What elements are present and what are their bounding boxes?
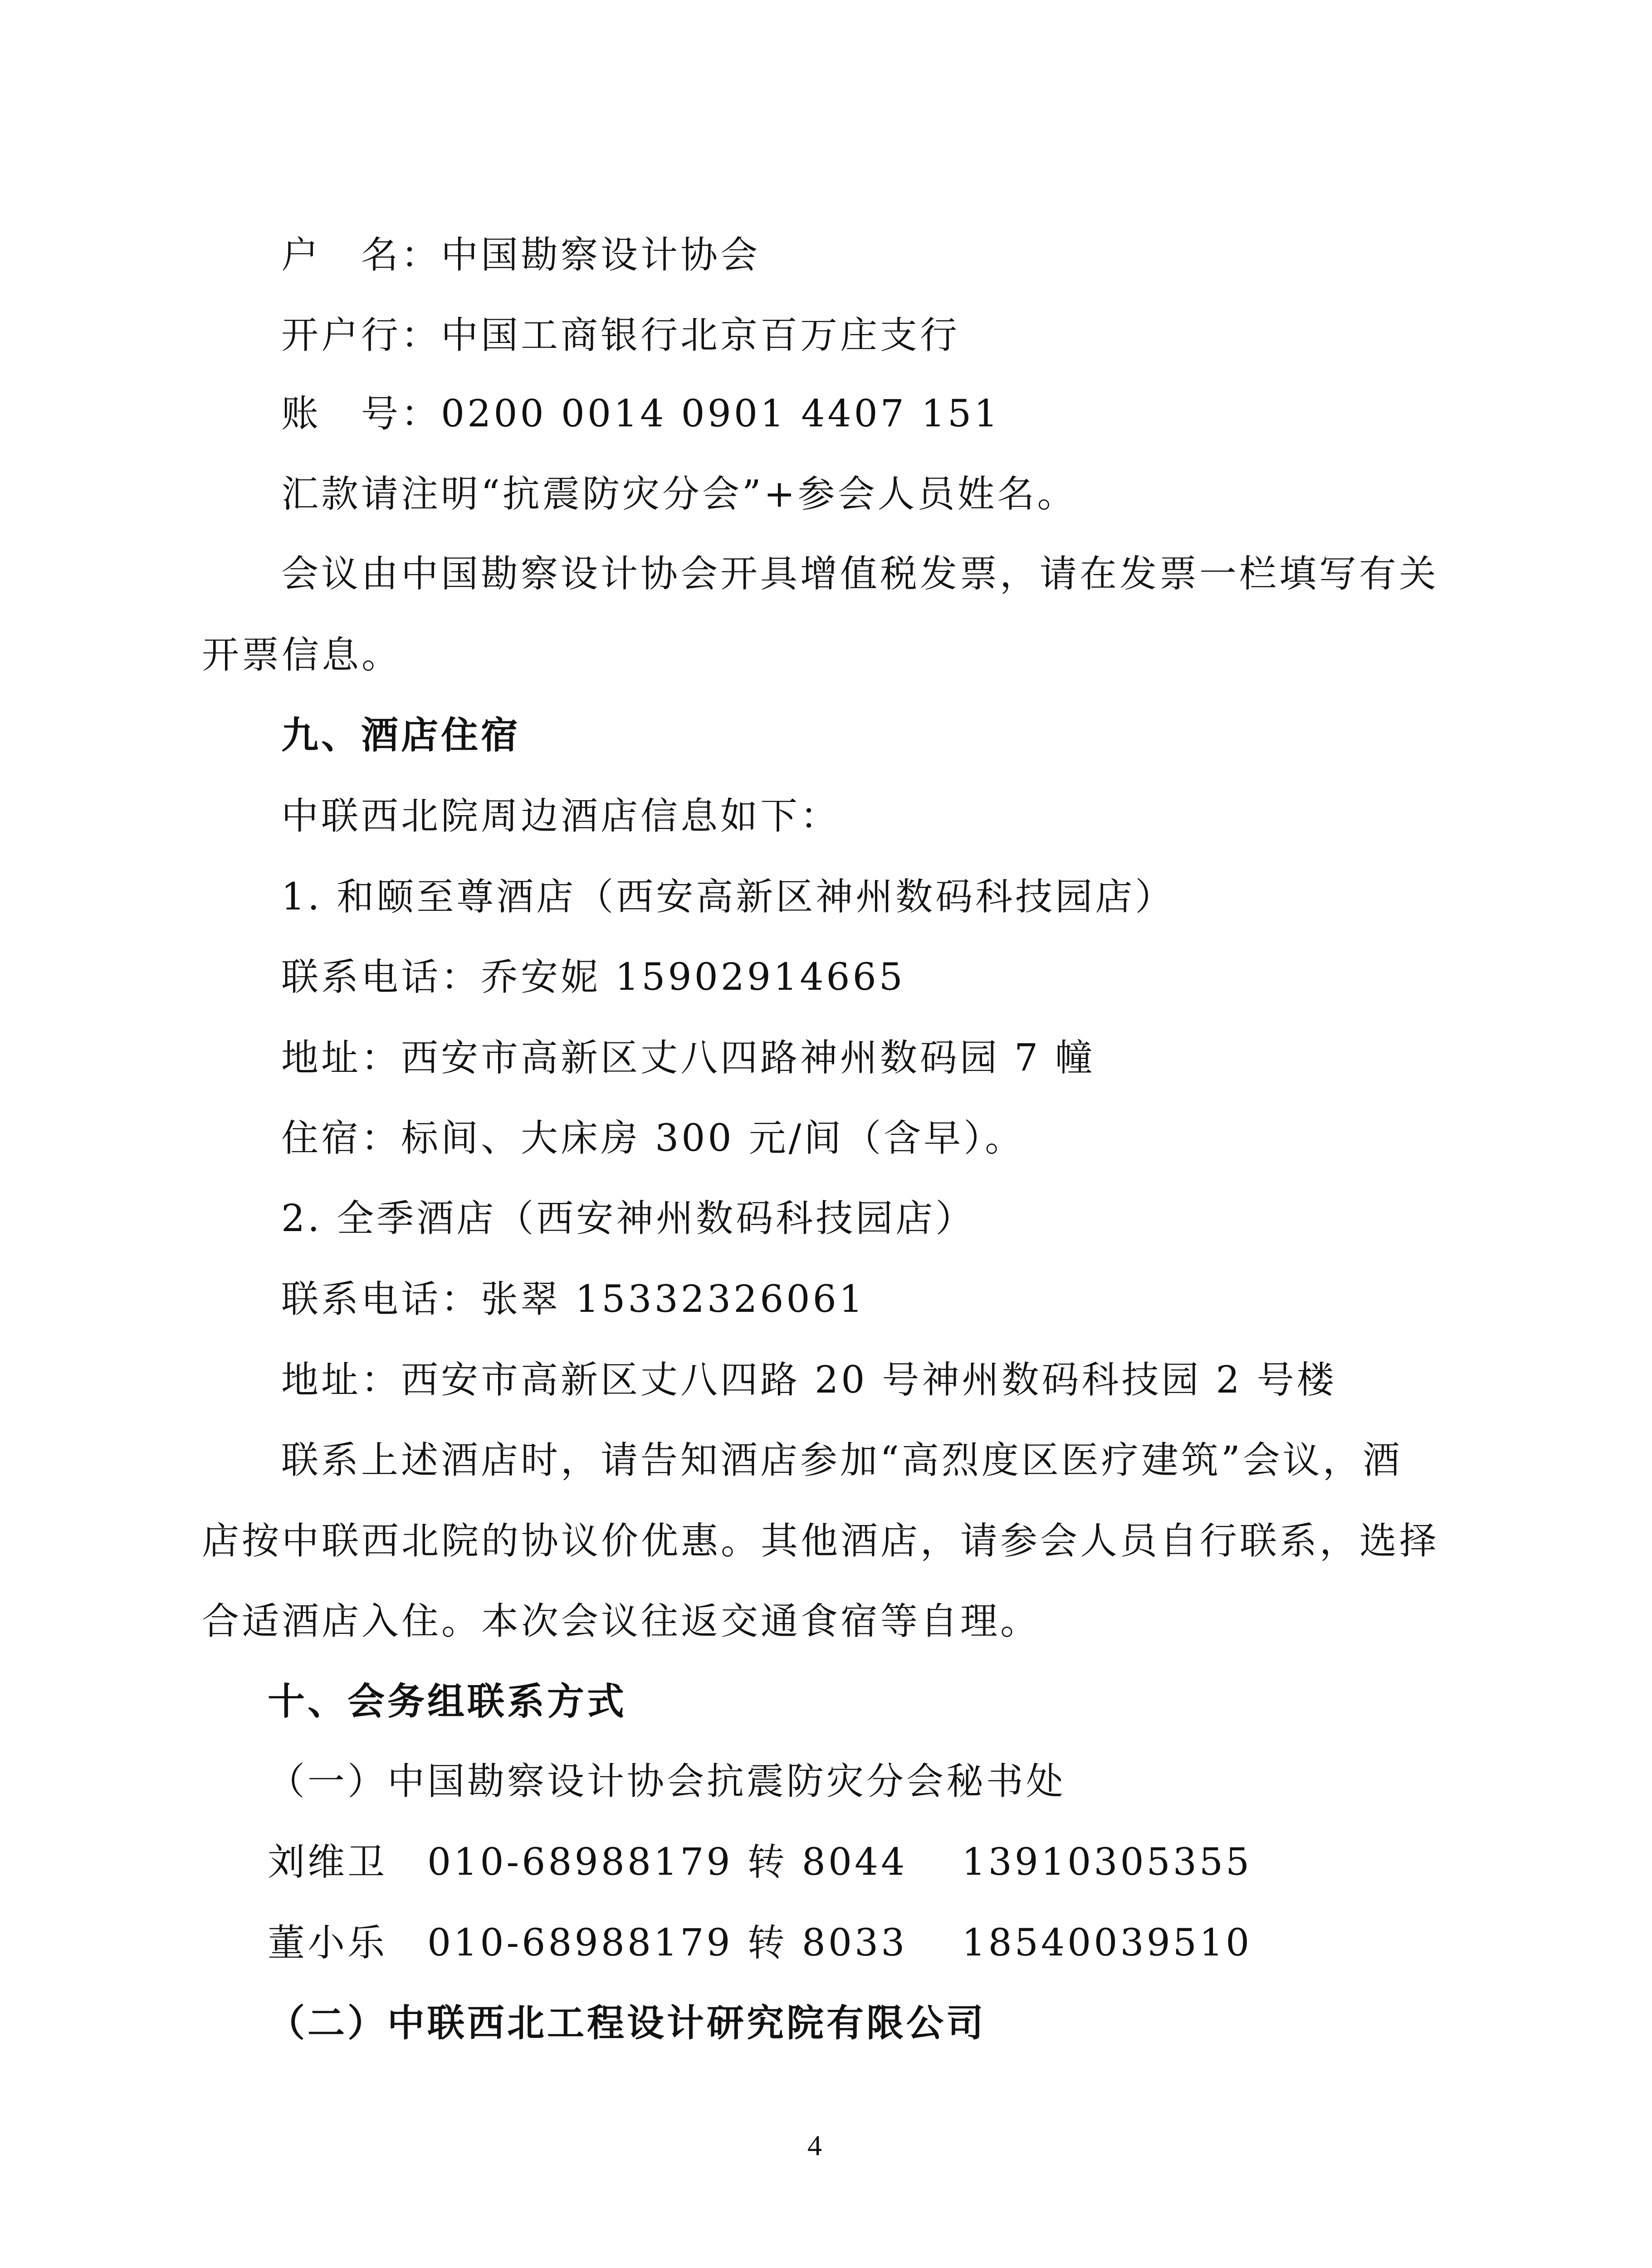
hotel-1-rate: 住宿：标间、大床房 300 元/间（含早）。 — [281, 1117, 1025, 1160]
contact-1: 刘维卫 010-68988179 转 8044 13910305355 — [268, 1841, 1252, 1884]
organization-2: （二）中联西北工程设计研究院有限公司 — [268, 2002, 987, 2045]
remit-note-line: 汇款请注明“抗震防灾分会”+参会人员姓名。 — [281, 473, 1077, 516]
hotel-1-name: 1. 和颐至尊酒店（西安高新区神州数码科技园店） — [281, 875, 1175, 919]
account-name-line: 户 名：中国勘察设计协会 — [281, 234, 761, 277]
contact-2: 董小乐 010-68988179 转 8033 18540039510 — [268, 1921, 1252, 1965]
hotel-1-address: 地址：西安市高新区丈八四路神州数码园 7 幢 — [281, 1036, 1095, 1080]
section-9-heading: 九、酒店住宿 — [281, 714, 521, 757]
account-number-line: 账 号：0200 0014 0901 4407 151 — [281, 392, 1001, 435]
invoice-line-2: 开票信息。 — [202, 634, 402, 677]
hotel-2-address: 地址：西安市高新区丈八四路 20 号神州数码科技园 2 号楼 — [281, 1359, 1337, 1402]
hotel-note-line-3: 合适酒店入住。本次会议往返交通食宿等自理。 — [202, 1600, 1041, 1643]
hotel-intro: 中联西北院周边酒店信息如下： — [281, 795, 841, 838]
hotel-2-name: 2. 全季酒店（西安神州数码科技园店） — [281, 1197, 976, 1240]
hotel-1-phone: 联系电话：乔安妮 15902914665 — [281, 956, 905, 999]
hotel-2-phone: 联系电话：张翠 15332326061 — [281, 1278, 865, 1321]
bank-line: 开户行：中国工商银行北京百万庄支行 — [281, 314, 960, 357]
organization-1: （一）中国勘察设计协会抗震防灾分会秘书处 — [268, 1760, 1066, 1803]
page-number: 4 — [807, 2129, 822, 2161]
hotel-note-line-1: 联系上述酒店时，请告知酒店参加“高烈度区医疗建筑”会议，酒 — [281, 1439, 1403, 1482]
section-10-heading: 十、会务组联系方式 — [268, 1680, 627, 1723]
invoice-line-1: 会议由中国勘察设计协会开具增值税发票，请在发票一栏填写有关 — [281, 552, 1439, 596]
hotel-note-line-2: 店按中联西北院的协议价优惠。其他酒店，请参会人员自行联系，选择 — [202, 1520, 1440, 1563]
